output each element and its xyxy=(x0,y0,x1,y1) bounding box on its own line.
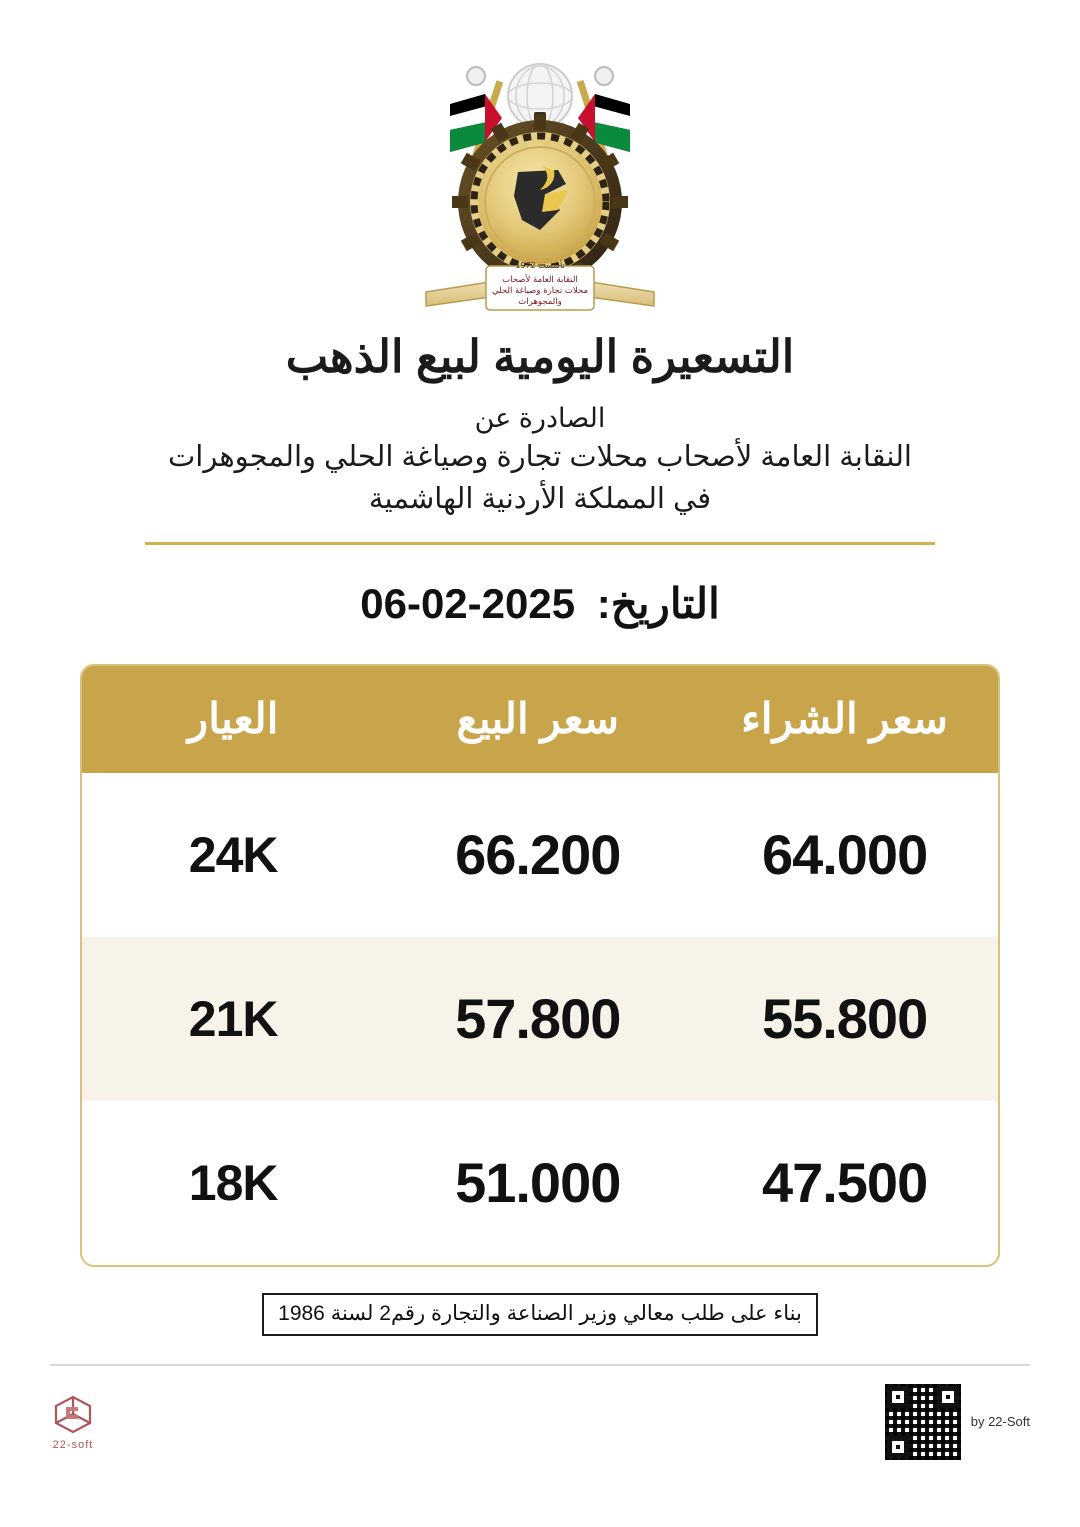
cell-sell-price: 51.000 xyxy=(455,1151,621,1215)
page-title: التسعيرة اليومية لبيع الذهب xyxy=(285,331,795,382)
date-line xyxy=(0,579,1080,628)
subtitle-line-1: الصادرة عن xyxy=(474,403,606,433)
svg-text:تأسست 1972: تأسست 1972 xyxy=(515,261,565,270)
table-row xyxy=(82,1101,998,1265)
cube-logo-icon xyxy=(50,1393,96,1435)
cell-buy-price: 64.000 xyxy=(761,823,928,887)
legal-note: بناء على طلب معالي وزير الصناعة والتجارة رقم2 لسنة 1986 xyxy=(262,1293,818,1336)
emblem-container xyxy=(0,0,1080,324)
cell-sell-price: 57.800 xyxy=(455,987,621,1051)
table-header-row xyxy=(82,666,998,773)
subtitle-line-3: في المملكة الأردنية الهاشمية xyxy=(368,482,712,515)
brand-logo xyxy=(50,1393,96,1451)
column-header-sell-price: سعر البيع xyxy=(456,694,619,742)
subtitle-line-2: النقابة العامة لأصحاب محلات تجارة وصياغة الحلي والمجوهرات xyxy=(167,441,912,474)
credit-label: by 22-Soft xyxy=(970,1414,1030,1430)
divider xyxy=(145,542,935,545)
table-row xyxy=(82,937,998,1101)
cell-sell-price: 66.200 xyxy=(455,823,621,887)
cell-karat: 21K xyxy=(188,990,278,1047)
footer-divider xyxy=(50,1364,1030,1366)
cell-karat: 24K xyxy=(188,826,278,883)
cell-buy-price: 55.800 xyxy=(761,987,928,1051)
jordan-jewellers-syndicate-emblem xyxy=(390,34,690,324)
svg-text:والمجوهرات: والمجوهرات xyxy=(518,297,562,307)
brand-name: 22-soft xyxy=(52,1438,94,1451)
table-row xyxy=(82,773,998,937)
table-body xyxy=(82,773,998,1265)
cell-karat: 18K xyxy=(188,1154,278,1211)
footer xyxy=(50,1384,1030,1460)
column-header-buy-price: سعر الشراء xyxy=(741,694,948,742)
date-label: التاريخ: xyxy=(596,579,720,627)
qr-code-icon[interactable] xyxy=(885,1384,961,1460)
cell-buy-price: 47.500 xyxy=(761,1151,928,1215)
page-subtitle xyxy=(0,399,1080,520)
svg-text:النقابة العامة لأصحاب: النقابة العامة لأصحاب xyxy=(502,275,578,285)
note-container xyxy=(0,1293,1080,1336)
date-value: 06-02-2025 xyxy=(360,579,576,627)
column-header-karat: العيار xyxy=(187,694,279,742)
price-table xyxy=(80,664,1000,1267)
qr-block xyxy=(885,1384,1030,1460)
svg-text:محلات تجارة وصياغة الحلي: محلات تجارة وصياغة الحلي xyxy=(491,286,589,296)
